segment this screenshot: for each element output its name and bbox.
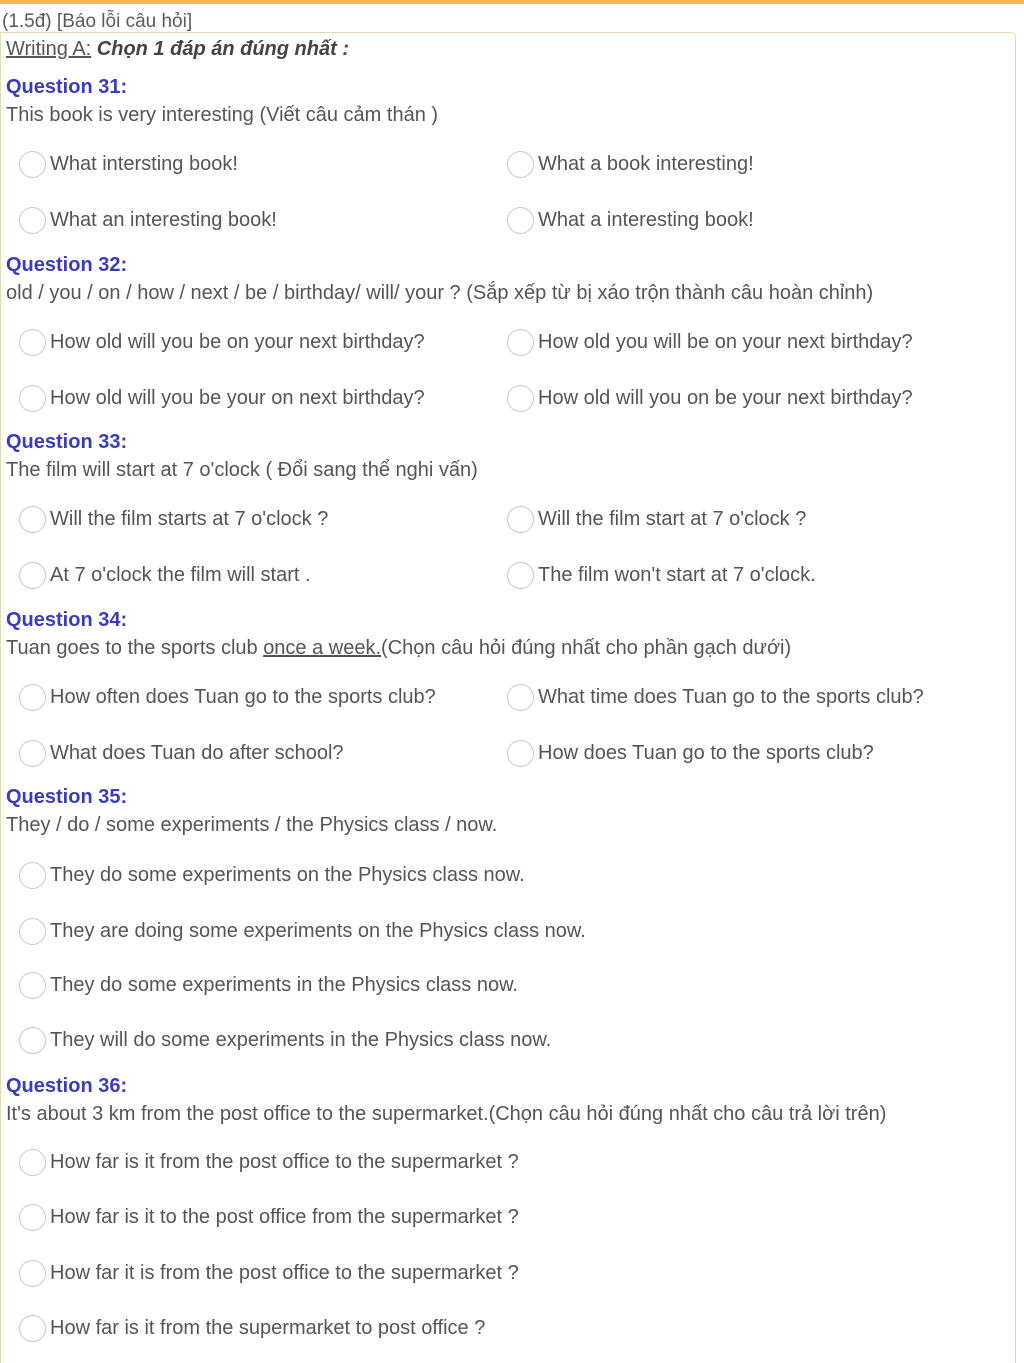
question-36-option-a[interactable]	[19, 1149, 519, 1176]
question-32-option-b[interactable]	[507, 329, 913, 356]
radio-button[interactable]	[507, 684, 534, 711]
option-label: What does Tuan do after school?	[50, 742, 344, 764]
question-31-title: Question 31:	[6, 76, 128, 98]
radio-button[interactable]	[19, 1149, 46, 1176]
question-34-option-b[interactable]	[507, 684, 924, 711]
option-label: How far is it to the post office from the supermarket ?	[50, 1206, 519, 1228]
question-34-option-d[interactable]	[507, 740, 874, 767]
section-heading	[6, 38, 349, 61]
question-35-option-c[interactable]	[19, 972, 518, 999]
question-32-option-c[interactable]	[19, 385, 425, 412]
option-label: How far is it from the supermarket to post office ?	[50, 1317, 486, 1339]
score-label: (1.5đ)	[2, 11, 52, 32]
question-33-prompt: The film will start at 7 o'clock ( Đổi sang thể nghi vấn)	[6, 459, 478, 481]
radio-button[interactable]	[19, 972, 46, 999]
underlined-phrase: once a week.	[263, 637, 382, 659]
question-31-option-d[interactable]	[507, 207, 754, 234]
radio-button[interactable]	[507, 151, 534, 178]
option-label: Will the film start at 7 o'clock ?	[538, 508, 807, 530]
option-label: What a interesting book!	[538, 209, 754, 231]
question-36-option-b[interactable]	[19, 1204, 519, 1231]
radio-button[interactable]	[19, 684, 46, 711]
question-33-option-a[interactable]	[19, 506, 328, 533]
radio-button[interactable]	[19, 151, 46, 178]
option-label: How far it is from the post office to the supermarket ?	[50, 1262, 519, 1284]
option-label: The film won't start at 7 o'clock.	[538, 564, 816, 586]
question-33-title: Question 33:	[6, 431, 128, 453]
radio-button[interactable]	[19, 918, 46, 945]
question-36-prompt: It's about 3 km from the post office to the supermarket.(Chọn câu hỏi đúng nhất cho câu trả lời trên)	[6, 1103, 887, 1125]
radio-button[interactable]	[19, 1315, 46, 1342]
option-label: What an interesting book!	[50, 209, 277, 231]
question-36-option-c[interactable]	[19, 1260, 519, 1287]
option-label: They do some experiments on the Physics class now.	[50, 864, 525, 886]
question-32-title: Question 32:	[6, 254, 128, 276]
question-35-prompt: They / do / some experiments / the Physics class / now.	[6, 814, 498, 836]
option-label: At 7 o'clock the film will start .	[50, 564, 311, 586]
question-32-option-d[interactable]	[507, 385, 913, 412]
question-32-prompt: old / you / on / how / next / be / birthday/ will/ your ? (Sắp xếp từ bị xáo trộn thành câu hoàn chỉnh)	[6, 282, 874, 304]
question-36-title: Question 36:	[6, 1075, 128, 1097]
option-label: How old will you be on your next birthday?	[50, 331, 425, 353]
radio-button[interactable]	[507, 385, 534, 412]
radio-button[interactable]	[19, 385, 46, 412]
radio-button[interactable]	[19, 562, 46, 589]
question-35-option-b[interactable]	[19, 918, 586, 945]
question-31-option-a[interactable]	[19, 151, 238, 178]
option-label: They are doing some experiments on the Physics class now.	[50, 920, 586, 942]
option-label: They will do some experiments in the Physics class now.	[50, 1029, 552, 1051]
question-35-option-d[interactable]	[19, 1027, 551, 1054]
section-label: Writing A:	[6, 38, 92, 60]
radio-button[interactable]	[507, 740, 534, 767]
option-label: They do some experiments in the Physics class now.	[50, 974, 518, 996]
option-label: What a book interesting!	[538, 153, 754, 175]
prompt-text: Tuan goes to the sports club	[6, 637, 264, 659]
top-bar	[0, 0, 1024, 32]
option-label: How often does Tuan go to the sports club?	[50, 686, 436, 708]
option-label: What time does Tuan go to the sports club?	[538, 686, 924, 708]
question-33-option-c[interactable]	[19, 562, 311, 589]
question-32-option-a[interactable]	[19, 329, 425, 356]
question-31-prompt: This book is very interesting (Viết câu cảm thán )	[6, 104, 439, 126]
prompt-instruction: (Chọn câu hỏi đúng nhất cho phần gạch dưới)	[381, 637, 792, 659]
radio-button[interactable]	[507, 207, 534, 234]
section-instruction: Chọn 1 đáp án đúng nhất :	[96, 38, 349, 60]
question-33-option-b[interactable]	[507, 506, 806, 533]
question-35-option-a[interactable]	[19, 862, 525, 889]
radio-button[interactable]	[507, 562, 534, 589]
radio-button[interactable]	[19, 1260, 46, 1287]
radio-button[interactable]	[19, 862, 46, 889]
option-label: Will the film starts at 7 o'clock ?	[50, 508, 329, 530]
radio-button[interactable]	[19, 1204, 46, 1231]
radio-button[interactable]	[19, 740, 46, 767]
radio-button[interactable]	[507, 329, 534, 356]
question-34-prompt	[6, 637, 791, 660]
option-label: How old you will be on your next birthday?	[538, 331, 913, 353]
option-label: How does Tuan go to the sports club?	[538, 742, 874, 764]
question-33-option-d[interactable]	[507, 562, 816, 589]
option-label: What intersting book!	[50, 153, 238, 175]
question-header	[2, 11, 192, 33]
option-label: How old will you on be your next birthday?	[538, 387, 913, 409]
option-label: How far is it from the post office to the supermarket ?	[50, 1151, 519, 1173]
radio-button[interactable]	[19, 329, 46, 356]
radio-button[interactable]	[19, 207, 46, 234]
question-34-option-a[interactable]	[19, 684, 436, 711]
question-34-option-c[interactable]	[19, 740, 344, 767]
question-31-option-c[interactable]	[19, 207, 277, 234]
radio-button[interactable]	[19, 1027, 46, 1054]
question-35-title: Question 35:	[6, 786, 128, 808]
question-31-option-b[interactable]	[507, 151, 754, 178]
radio-button[interactable]	[19, 506, 46, 533]
radio-button[interactable]	[507, 506, 534, 533]
question-34-title: Question 34:	[6, 609, 128, 631]
question-36-option-d[interactable]	[19, 1315, 485, 1342]
report-error-link[interactable]: [Báo lỗi câu hỏi]	[56, 11, 193, 32]
option-label: How old will you be your on next birthday?	[50, 387, 425, 409]
